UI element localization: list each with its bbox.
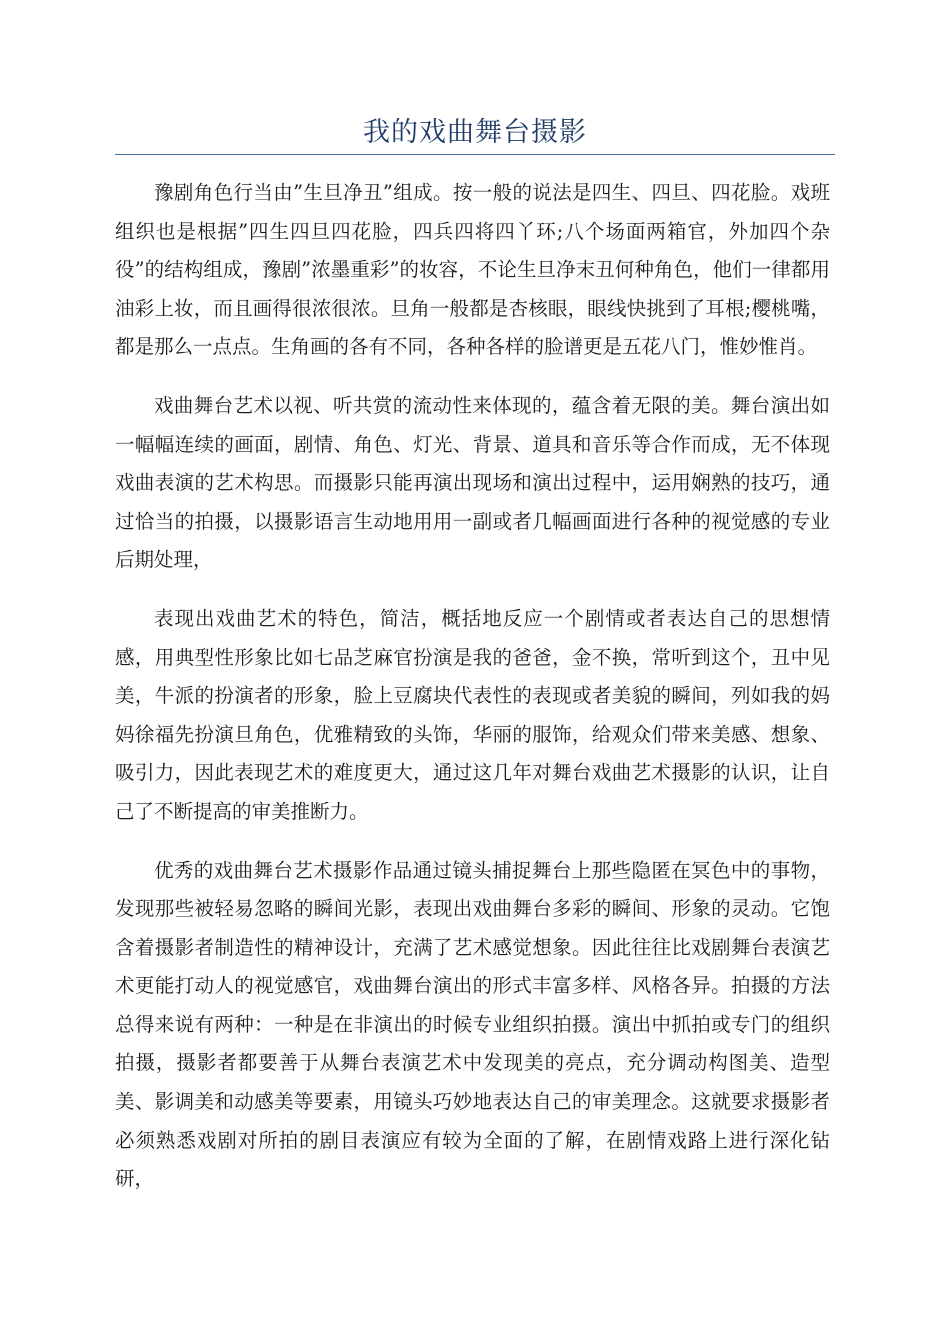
paragraph-2: 戏曲舞台艺术以视、听共赏的流动性来体现的，蕴含着无限的美。舞台演出如一幅幅连续的画面，剧情、角色、灯光、背景、道具和音乐等合作而成，无不体现戏曲表演的艺术构思。而摄影只能再演出现场和演出过程中，运用娴熟的技巧，通过恰当的拍摄，以摄影语言生动地用用一副或者几幅画面进行各种的视觉感的专业后期处理，	[115, 393, 830, 572]
paragraph-4: 优秀的戏曲舞台艺术摄影作品通过镜头捕捉舞台上那些隐匿在冥色中的事物，发现那些被轻易忽略的瞬间光影，表现出戏曲舞台多彩的瞬间、形象的灵动。它饱含着摄影者制造性的精神设计，充满了艺术感觉想象。因此往往比戏剧舞台表演艺术更能打动人的视觉感官，戏曲舞台演出的形式丰富多样、风格各异。拍摄的方法总得来说有两种：一种是在非演出的时候专业组织拍摄。演出中抓拍或专门的组织拍摄，摄影者都要善于从舞台表演艺术中发现美的亮点，充分调动构图美、造型美、影调美和动感美等要素，用镜头巧妙地表达自己的审美理念。这就要求摄影者必须熟悉戏剧对所拍的剧目表演应有较为全面的了解，在剧情戏路上进行深化钻研，	[115, 858, 830, 1191]
document-body	[115, 174, 830, 1219]
paragraph-3: 表现出戏曲艺术的特色，简洁，概括地反应一个剧情或者表达自己的思想情感，用典型性形象比如七品芝麻官扮演是我的爸爸，金不换，常听到这个，丑中见美，牛派的扮演者的形象，脸上豆腐块代表性的表现或者美貌的瞬间，列如我的妈妈徐福先扮演旦角色，优雅精致的头饰，华丽的服饰，给观众们带来美感、想象、吸引力，因此表现艺术的难度更大，通过这几年对舞台戏曲艺术摄影的认识，让自己了不断提高的审美推断力。	[115, 606, 830, 823]
page-title: 我的戏曲舞台摄影	[363, 117, 587, 148]
paragraph-1: 豫剧角色行当由”生旦净丑”组成。按一般的说法是四生、四旦、四花脸。戏班组织也是根据”四生四旦四花脸，四兵四将四丫环;八个场面两箱官，外加四个杂役”的结构组成，豫剧”浓墨重彩”的妆容，不论生旦净末丑何种角色，他们一律都用油彩上妆，而且画得很浓很浓。旦角一般都是杏核眼，眼线快挑到了耳根;樱桃嘴，都是那么一点点。生角画的各有不同，各种各样的脸谱更是五花八门，惟妙惟肖。	[115, 181, 830, 359]
title-underline	[115, 154, 835, 155]
